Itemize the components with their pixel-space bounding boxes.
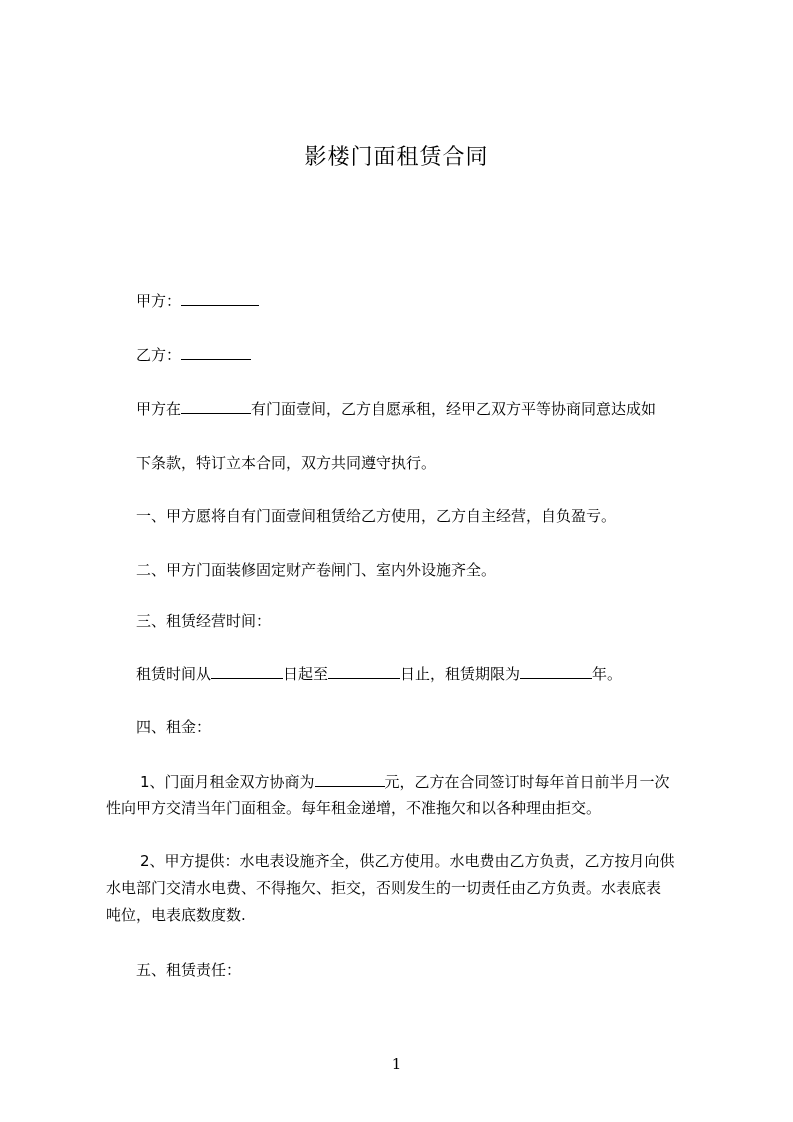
clause-3-heading: 三、租赁经营时间： bbox=[136, 612, 272, 630]
start-date-blank[interactable] bbox=[211, 665, 283, 679]
term-line bbox=[136, 664, 622, 684]
rent-item-2-line-1: 2、甲方提供：水电表设施齐全，供乙方使用。水电费由乙方负责，乙方按月向供 bbox=[140, 852, 675, 870]
intro-text-2: 有门面壹间，乙方自愿承租，经甲乙双方平等协商同意达成如 bbox=[251, 400, 657, 418]
clause-1: 一、甲方愿将自有门面壹间租赁给乙方使用，乙方自主经营，自负盈亏。 bbox=[136, 507, 617, 525]
rent-item-2-line-3: 吨位，电表底数度数. bbox=[106, 906, 246, 924]
monthly-rent-blank[interactable] bbox=[315, 773, 385, 787]
clause-5-heading: 五、租赁责任： bbox=[136, 961, 242, 979]
rent-item-1-line-1 bbox=[140, 772, 670, 792]
end-date-blank[interactable] bbox=[328, 665, 400, 679]
years-blank[interactable] bbox=[520, 665, 592, 679]
term-text-4: 年。 bbox=[592, 665, 623, 683]
party-b-line bbox=[136, 345, 251, 365]
party-b-label: 乙方： bbox=[136, 346, 182, 364]
rent-item-1-line-2: 性向甲方交清当年门面租金。每年租金递增，不准拖欠和以各种理由拒交。 bbox=[106, 799, 602, 817]
page-number: 1 bbox=[391, 1055, 402, 1073]
rent-item-1-text-2: 元，乙方在合同签订时每年首日前半月一次 bbox=[384, 773, 670, 791]
term-text-3: 日止，租赁期限为 bbox=[400, 665, 521, 683]
party-b-blank[interactable] bbox=[181, 346, 251, 360]
rent-item-2-line-2: 水电部门交清水电费、不得拖欠、拒交，否则发生的一切责任由乙方负责。水表底表 bbox=[106, 879, 662, 897]
intro-line-2: 下条款，特订立本合同，双方共同遵守执行。 bbox=[136, 454, 437, 472]
term-text-2: 日起至 bbox=[283, 665, 329, 683]
party-a-line bbox=[136, 291, 259, 311]
clause-4-heading: 四、租金： bbox=[136, 718, 212, 736]
intro-text-1: 甲方在 bbox=[136, 400, 182, 418]
party-a-label: 甲方： bbox=[136, 292, 182, 310]
term-text-1: 租赁时间从 bbox=[136, 665, 212, 683]
location-blank[interactable] bbox=[181, 400, 251, 414]
document-title: 影楼门面租赁合同 bbox=[304, 145, 489, 170]
party-a-blank[interactable] bbox=[181, 292, 259, 306]
clause-2: 二、甲方门面装修固定财产卷闸门、室内外设施齐全。 bbox=[136, 561, 497, 579]
rent-item-1-text-1: 1、门面月租金双方协商为 bbox=[140, 773, 315, 791]
intro-line-1 bbox=[136, 399, 656, 419]
